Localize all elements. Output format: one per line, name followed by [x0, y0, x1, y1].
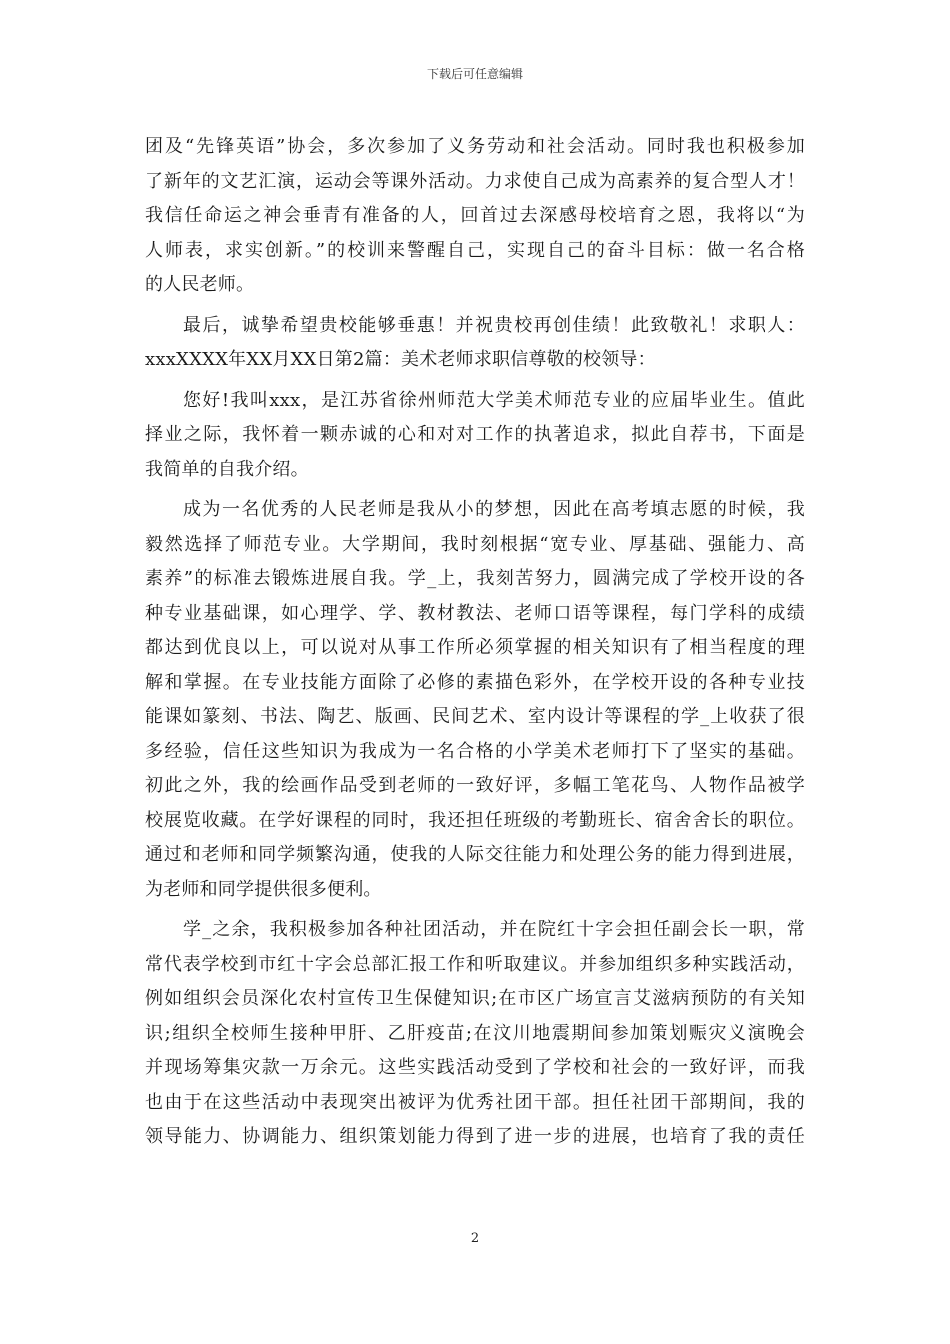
text-line: 领导能力、协调能力、组织策划能力得到了进一步的进展，也培育了我的责任 — [145, 1126, 805, 1147]
paragraph — [145, 384, 805, 488]
text-line: 都达到优良以上，可以说对从事工作所必须掌握的相关知识有了相当程度的理 — [145, 637, 805, 658]
text-line: 识;组织全校师生接种甲肝、乙肝疫苗;在汶川地震期间参加策划赈灾义演晚会 — [145, 1022, 805, 1044]
text-line: 最后，诚挚希望贵校能够垂惠！并祝贵校再创佳绩！此致敬礼！求职人： — [183, 314, 805, 336]
paragraph — [145, 130, 805, 303]
paragraph — [145, 309, 805, 378]
text-line: 您好!我叫xxx，是江苏省徐州师范大学美术师范专业的应届毕业生。值此 — [183, 389, 805, 411]
text-line: 并现场筹集灾款一万余元。这些实践活动受到了学校和社会的一致好评，而我 — [145, 1057, 805, 1078]
paragraph — [145, 493, 805, 907]
text-line: 我信任命运之神会垂青有准备的人，回首过去深感母校培育之恩，我将以“为 — [145, 205, 805, 226]
paragraph — [145, 913, 805, 1155]
text-line: 为老师和同学提供很多便利。 — [145, 878, 382, 900]
text-line: 能课如篆刻、书法、陶艺、版画、民间艺术、室内设计等课程的学_上收获了很 — [145, 706, 805, 727]
page-header-note: 下载后可任意编辑 — [426, 67, 523, 81]
text-line: 人师表，求实创新。”的校训来警醒自己，实现自己的奋斗目标：做一名合格 — [145, 239, 805, 261]
text-line: 常代表学校到市红十字会总部汇报工作和听取建议。并参加组织多种实践活动， — [145, 953, 805, 975]
text-line: 通过和老师和同学频繁沟通，使我的人际交往能力和处理公务的能力得到进展， — [145, 844, 805, 865]
text-line: 学_之余，我积极参加各种社团活动，并在院红十字会担任副会长一职，常 — [183, 919, 805, 940]
text-line: xxxXXXX年XX月XX日第2篇：美术老师求职信尊敬的校领导： — [145, 349, 656, 370]
text-line: 初此之外，我的绘画作品受到老师的一致好评，多幅工笔花鸟、人物作品被学 — [145, 775, 805, 796]
text-line: 了新年的文艺汇演，运动会等课外活动。力求使自己成为高素养的复合型人才！ — [145, 170, 805, 192]
text-line: 校展览收藏。在学好课程的同时，我还担任班级的考勤班长、宿舍舍长的职位。 — [145, 809, 805, 831]
text-line: 择业之际，我怀着一颗赤诚的心和对对工作的执著追求，拟此自荐书，下面是 — [145, 424, 805, 445]
text-line: 素养”的标准去锻炼进展自我。学_上，我刻苦努力，圆满完成了学校开设的各 — [145, 568, 805, 589]
text-line: 种专业基础课，如心理学、学、教材教法、老师口语等课程，每门学科的成绩 — [145, 602, 805, 624]
text-line: 成为一名优秀的人民老师是我从小的梦想，因此在高考填志愿的时候，我 — [183, 499, 805, 520]
text-line: 也由于在这些活动中表现突出被评为优秀社团干部。担任社团干部期间，我的 — [145, 1091, 805, 1113]
text-line: 的人民老师。 — [145, 274, 255, 295]
text-line: 多经验，信任这些知识为我成为一名合格的小学美术老师打下了坚实的基础。 — [145, 740, 805, 762]
text-line: 毅然选择了师范专业。大学期间，我时刻根据“宽专业、厚基础、强能力、高 — [145, 533, 805, 555]
text-line: 我简单的自我介绍。 — [145, 458, 309, 480]
text-line: 解和掌握。在专业技能方面除了必修的素描色彩外，在学校开设的各种专业技 — [145, 671, 805, 693]
text-line: 例如组织会员深化农村宣传卫生保健知识;在市区广场宣言艾滋病预防的有关知 — [145, 988, 805, 1009]
page-number: 2 — [470, 1231, 480, 1246]
text-line: 团及“先锋英语”协会，多次参加了义务劳动和社会活动。同时我也积极参加 — [145, 136, 805, 157]
document-body — [145, 130, 805, 1155]
